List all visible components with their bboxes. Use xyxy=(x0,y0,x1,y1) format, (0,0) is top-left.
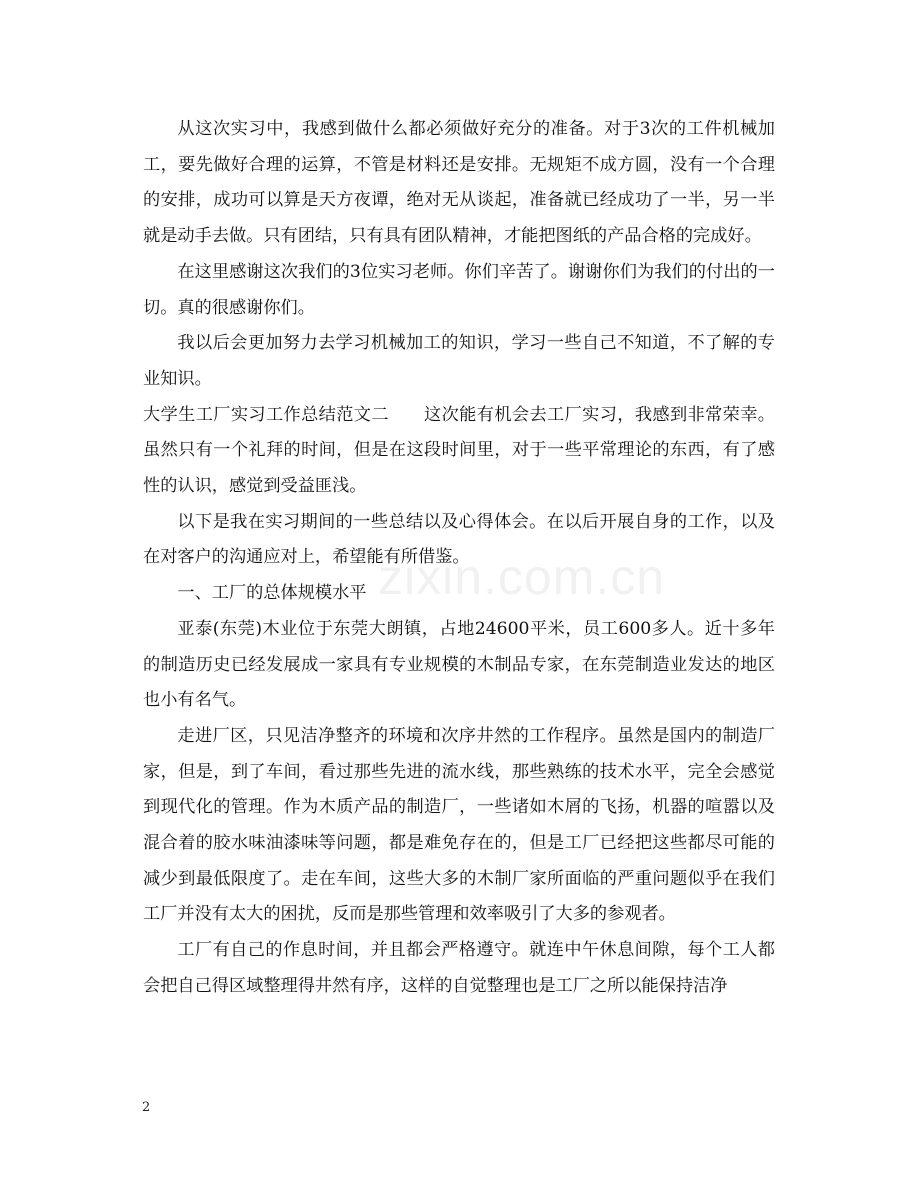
paragraph: 走进厂区，只见洁净整齐的环境和次序井然的工作程序。虽然是国内的制造厂家，但是，到了车间，看过那些先进的流水线，那些熟练的技术水平，完全会感觉到现代化的管理。作为木质产品的制造厂，一些诸如木屑的飞扬，机器的喧嚣以及混合着的胶水味油漆味等问题，都是难免存在的，但是工厂已经把这些都尽可能的减少到最低限度了。走在车间，这些大多的木制厂家所面临的严重问题似乎在我们工厂并没有太大的困扰，反而是那些管理和效率吸引了大多的参观者。 xyxy=(143,725,775,925)
watermark: zixin.com.cn xyxy=(378,549,666,605)
document-body xyxy=(143,112,775,1005)
paragraph: 在这里感谢这次我们的3位实习老师。你们辛苦了。谢谢你们为我们的付出的一切。真的很感谢你们。 xyxy=(143,261,775,318)
paragraph: 亚泰(东莞)木业位于东莞大朗镇，占地24600平米，员工600多人。近十多年的制造历史已经发展成一家具有专业规模的木制品专家，在东莞制造业发达的地区也小有名气。 xyxy=(143,618,775,711)
paragraph: 我以后会更加努力去学习机械加工的知识，学习一些自己不知道，不了解的专业知识。 xyxy=(143,333,775,389)
section-heading-paragraph: 大学生工厂实习工作总结范文二 这次能有机会去工厂实习，我感到非常荣幸。虽然只有一个礼拜的时间，但是在这段时间里，对于一些平常理论的东西，有了感性的认识，感觉到受益匪浅。 xyxy=(143,404,775,497)
section-heading: 一、工厂的总体规模水平 xyxy=(177,583,367,604)
paragraph: 工厂有自己的作息时间，并且都会严格遵守。就连中午休息间隙，每个工人都会把自己得区域整理得井然有序，这样的自觉整理也是工厂之所以能保持洁净 xyxy=(143,940,775,996)
paragraph: 以下是我在实习期间的一些总结以及心得体会。在以后开展自身的工作，以及在对客户的沟通应对上，希望能有所借鉴。 xyxy=(143,511,775,568)
page-number: 2 xyxy=(142,1100,151,1115)
paragraph: 从这次实习中，我感到做什么都必须做好充分的准备。对于3次的工件机械加工，要先做好合理的运算，不管是材料还是安排。无规矩不成方圆，没有一个合理的安排，成功可以算是天方夜谭，绝对无从谈起，准备就已经成功了一半，另一半就是动手去做。只有团结，只有具有团队精神，才能把图纸的产品合格的完成好。 xyxy=(143,119,775,247)
